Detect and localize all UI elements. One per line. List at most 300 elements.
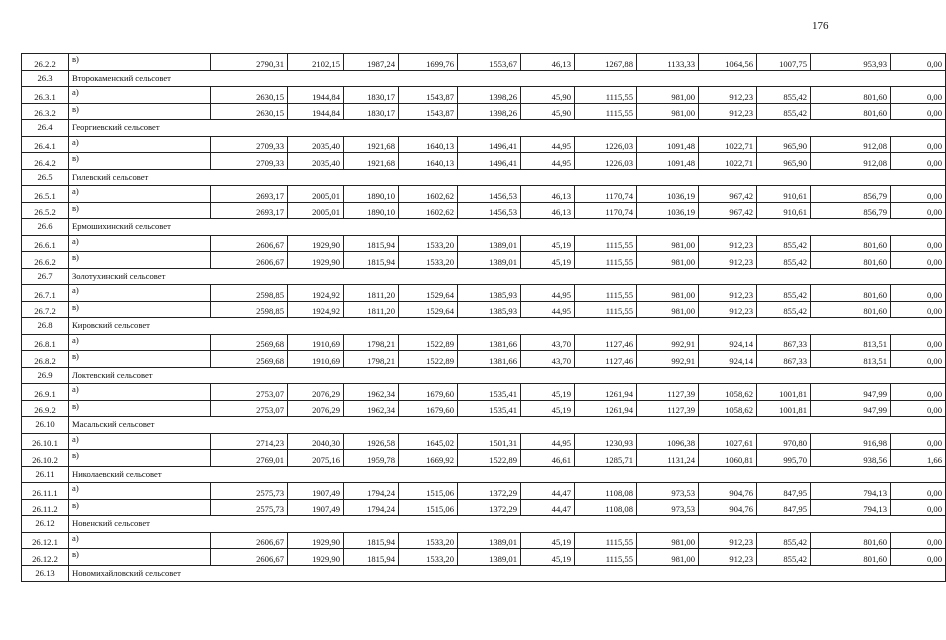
value-cell: 1921,68 — [344, 153, 399, 170]
row-label: а) — [69, 285, 211, 302]
row-code: 26.6.2 — [22, 252, 69, 269]
value-cell: 2606,67 — [211, 252, 288, 269]
value-cell: 1815,94 — [344, 549, 399, 566]
value-cell: 1115,55 — [575, 252, 637, 269]
value-cell: 1115,55 — [575, 87, 637, 104]
value-cell: 1944,84 — [288, 87, 344, 104]
value-cell: 1529,64 — [399, 285, 458, 302]
value-cell: 1226,03 — [575, 153, 637, 170]
value-cell: 1679,60 — [399, 400, 458, 417]
row-label: а) — [69, 483, 211, 500]
value-cell: 2035,40 — [288, 136, 344, 153]
value-cell: 1533,20 — [399, 235, 458, 252]
value-cell: 2040,30 — [288, 433, 344, 450]
value-cell: 1133,33 — [637, 54, 699, 71]
value-cell: 801,60 — [811, 549, 891, 566]
value-cell: 1830,17 — [344, 87, 399, 104]
value-cell: 1389,01 — [458, 252, 521, 269]
value-cell: 1533,20 — [399, 532, 458, 549]
value-cell: 847,95 — [757, 499, 811, 516]
value-cell: 1962,34 — [344, 400, 399, 417]
value-cell: 46,61 — [521, 450, 575, 467]
row-label: а) — [69, 186, 211, 203]
row-label: в) — [69, 202, 211, 219]
row-label: в) — [69, 153, 211, 170]
value-cell: 981,00 — [637, 87, 699, 104]
row-code: 26.9.2 — [22, 400, 69, 417]
value-cell: 855,42 — [757, 87, 811, 104]
table-row — [22, 252, 946, 269]
value-cell: 2630,15 — [211, 103, 288, 120]
value-cell: 992,91 — [637, 334, 699, 351]
value-cell: 2753,07 — [211, 400, 288, 417]
value-cell: 45,19 — [521, 549, 575, 566]
value-cell: 1115,55 — [575, 103, 637, 120]
value-cell: 867,33 — [757, 351, 811, 368]
section-row — [22, 219, 946, 236]
value-cell: 0,00 — [891, 103, 946, 120]
value-cell: 0,00 — [891, 351, 946, 368]
value-cell: 1543,87 — [399, 103, 458, 120]
value-cell: 1944,84 — [288, 103, 344, 120]
value-cell: 2630,15 — [211, 87, 288, 104]
table-row — [22, 235, 946, 252]
value-cell: 1096,38 — [637, 433, 699, 450]
value-cell: 0,00 — [891, 54, 946, 71]
row-code: 26.11.2 — [22, 499, 69, 516]
value-cell: 1456,53 — [458, 202, 521, 219]
value-cell: 44,47 — [521, 483, 575, 500]
table-row — [22, 499, 946, 516]
value-cell: 855,42 — [757, 235, 811, 252]
value-cell: 1226,03 — [575, 136, 637, 153]
value-cell: 1,66 — [891, 450, 946, 467]
value-cell: 981,00 — [637, 285, 699, 302]
value-cell: 813,51 — [811, 351, 891, 368]
value-cell: 2598,85 — [211, 285, 288, 302]
value-cell: 1522,89 — [399, 351, 458, 368]
value-cell: 1533,20 — [399, 549, 458, 566]
value-cell: 801,60 — [811, 532, 891, 549]
value-cell: 938,56 — [811, 450, 891, 467]
value-cell: 0,00 — [891, 301, 946, 318]
value-cell: 2753,07 — [211, 384, 288, 401]
value-cell: 0,00 — [891, 285, 946, 302]
value-cell: 1230,93 — [575, 433, 637, 450]
row-code: 26.9 — [22, 367, 69, 384]
value-cell: 2693,17 — [211, 186, 288, 203]
value-cell: 801,60 — [811, 103, 891, 120]
value-cell: 912,23 — [699, 301, 757, 318]
table-row — [22, 87, 946, 104]
value-cell: 1910,69 — [288, 351, 344, 368]
row-code: 26.4.1 — [22, 136, 69, 153]
value-cell: 2575,73 — [211, 483, 288, 500]
value-cell: 1602,62 — [399, 186, 458, 203]
value-cell: 1027,61 — [699, 433, 757, 450]
row-label: а) — [69, 235, 211, 252]
table-row — [22, 285, 946, 302]
value-cell: 965,90 — [757, 153, 811, 170]
row-code: 26.5.2 — [22, 202, 69, 219]
table-row — [22, 532, 946, 549]
row-label: а) — [69, 136, 211, 153]
value-cell: 45,19 — [521, 400, 575, 417]
section-title: Гилевский сельсовет — [69, 169, 946, 186]
row-code: 26.8.2 — [22, 351, 69, 368]
value-cell: 912,23 — [699, 285, 757, 302]
value-cell: 1060,81 — [699, 450, 757, 467]
value-cell: 910,61 — [757, 202, 811, 219]
value-cell: 904,76 — [699, 483, 757, 500]
value-cell: 1115,55 — [575, 235, 637, 252]
row-label: в) — [69, 499, 211, 516]
row-code: 26.8.1 — [22, 334, 69, 351]
value-cell: 1553,67 — [458, 54, 521, 71]
value-cell: 1108,08 — [575, 499, 637, 516]
row-label: в) — [69, 450, 211, 467]
value-cell: 1924,92 — [288, 301, 344, 318]
value-cell: 44,95 — [521, 301, 575, 318]
value-cell: 2075,16 — [288, 450, 344, 467]
value-cell: 44,95 — [521, 433, 575, 450]
value-cell: 1535,41 — [458, 400, 521, 417]
section-title: Золотухинский сельсовет — [69, 268, 946, 285]
row-label: в) — [69, 54, 211, 71]
row-code: 26.12 — [22, 516, 69, 533]
value-cell: 1381,66 — [458, 351, 521, 368]
row-code: 26.2.2 — [22, 54, 69, 71]
value-cell: 1543,87 — [399, 87, 458, 104]
table-row — [22, 450, 946, 467]
value-cell: 1385,93 — [458, 301, 521, 318]
value-cell: 45,19 — [521, 252, 575, 269]
value-cell: 0,00 — [891, 549, 946, 566]
value-cell: 2606,67 — [211, 549, 288, 566]
value-cell: 1398,26 — [458, 103, 521, 120]
table-row — [22, 400, 946, 417]
value-cell: 1127,46 — [575, 334, 637, 351]
value-cell: 2035,40 — [288, 153, 344, 170]
value-cell: 1496,41 — [458, 136, 521, 153]
value-cell: 1811,20 — [344, 301, 399, 318]
table-row — [22, 433, 946, 450]
value-cell: 855,42 — [757, 532, 811, 549]
value-cell: 912,23 — [699, 252, 757, 269]
section-row — [22, 268, 946, 285]
value-cell: 2569,68 — [211, 334, 288, 351]
value-cell: 2790,31 — [211, 54, 288, 71]
table-row — [22, 54, 946, 71]
section-row — [22, 367, 946, 384]
value-cell: 2569,68 — [211, 351, 288, 368]
value-cell: 1127,39 — [637, 384, 699, 401]
value-cell: 1007,75 — [757, 54, 811, 71]
value-cell: 1091,48 — [637, 153, 699, 170]
table-row — [22, 136, 946, 153]
value-cell: 910,61 — [757, 186, 811, 203]
value-cell: 1036,19 — [637, 186, 699, 203]
table-row — [22, 483, 946, 500]
row-label: а) — [69, 532, 211, 549]
value-cell: 981,00 — [637, 301, 699, 318]
value-cell: 912,08 — [811, 136, 891, 153]
value-cell: 0,00 — [891, 186, 946, 203]
value-cell: 1108,08 — [575, 483, 637, 500]
value-cell: 1385,93 — [458, 285, 521, 302]
value-cell: 1389,01 — [458, 532, 521, 549]
value-cell: 1815,94 — [344, 235, 399, 252]
section-title: Масальский сельсовет — [69, 417, 946, 434]
table-row — [22, 334, 946, 351]
value-cell: 1890,10 — [344, 202, 399, 219]
section-title: Новомихайловский сельсовет — [69, 565, 946, 582]
value-cell: 1794,24 — [344, 483, 399, 500]
value-cell: 1602,62 — [399, 202, 458, 219]
value-cell: 46,13 — [521, 186, 575, 203]
row-label: а) — [69, 87, 211, 104]
value-cell: 855,42 — [757, 285, 811, 302]
value-cell: 0,00 — [891, 153, 946, 170]
value-cell: 2005,01 — [288, 186, 344, 203]
row-code: 26.6.1 — [22, 235, 69, 252]
value-cell: 947,99 — [811, 400, 891, 417]
value-cell: 1522,89 — [458, 450, 521, 467]
value-cell: 1815,94 — [344, 252, 399, 269]
table-row — [22, 202, 946, 219]
value-cell: 916,98 — [811, 433, 891, 450]
value-cell: 1699,76 — [399, 54, 458, 71]
value-cell: 45,19 — [521, 384, 575, 401]
row-code: 26.4.2 — [22, 153, 69, 170]
value-cell: 967,42 — [699, 186, 757, 203]
value-cell: 801,60 — [811, 285, 891, 302]
value-cell: 947,99 — [811, 384, 891, 401]
section-title: Второкаменский сельсовет — [69, 70, 946, 87]
value-cell: 44,95 — [521, 285, 575, 302]
value-cell: 0,00 — [891, 499, 946, 516]
value-cell: 1170,74 — [575, 186, 637, 203]
value-cell: 1091,48 — [637, 136, 699, 153]
value-cell: 981,00 — [637, 549, 699, 566]
value-cell: 855,42 — [757, 252, 811, 269]
row-code: 26.6 — [22, 219, 69, 236]
value-cell: 794,13 — [811, 483, 891, 500]
value-cell: 2709,33 — [211, 136, 288, 153]
value-cell: 1522,89 — [399, 334, 458, 351]
row-label: а) — [69, 334, 211, 351]
value-cell: 2076,29 — [288, 384, 344, 401]
page-number: 176 — [812, 20, 829, 32]
value-cell: 856,79 — [811, 202, 891, 219]
row-code: 26.7 — [22, 268, 69, 285]
section-title: Кировский сельсовет — [69, 318, 946, 335]
value-cell: 0,00 — [891, 483, 946, 500]
value-cell: 1924,92 — [288, 285, 344, 302]
value-cell: 1962,34 — [344, 384, 399, 401]
value-cell: 856,79 — [811, 186, 891, 203]
value-cell: 2714,23 — [211, 433, 288, 450]
row-label: в) — [69, 103, 211, 120]
value-cell: 1127,39 — [637, 400, 699, 417]
value-cell: 1456,53 — [458, 186, 521, 203]
value-cell: 45,90 — [521, 103, 575, 120]
section-row — [22, 417, 946, 434]
value-cell: 1987,24 — [344, 54, 399, 71]
value-cell: 794,13 — [811, 499, 891, 516]
value-cell: 847,95 — [757, 483, 811, 500]
value-cell: 1929,90 — [288, 549, 344, 566]
value-cell: 967,42 — [699, 202, 757, 219]
value-cell: 867,33 — [757, 334, 811, 351]
value-cell: 1669,92 — [399, 450, 458, 467]
value-cell: 1058,62 — [699, 384, 757, 401]
value-cell: 1794,24 — [344, 499, 399, 516]
value-cell: 2598,85 — [211, 301, 288, 318]
section-row — [22, 565, 946, 582]
value-cell: 1640,13 — [399, 136, 458, 153]
value-cell: 1389,01 — [458, 549, 521, 566]
value-cell: 0,00 — [891, 136, 946, 153]
value-cell: 1372,29 — [458, 483, 521, 500]
value-cell: 2693,17 — [211, 202, 288, 219]
value-cell: 1815,94 — [344, 532, 399, 549]
section-row — [22, 120, 946, 137]
value-cell: 1501,31 — [458, 433, 521, 450]
value-cell: 801,60 — [811, 252, 891, 269]
row-code: 26.5.1 — [22, 186, 69, 203]
value-cell: 1022,71 — [699, 153, 757, 170]
value-cell: 2575,73 — [211, 499, 288, 516]
value-cell: 1679,60 — [399, 384, 458, 401]
value-cell: 981,00 — [637, 532, 699, 549]
value-cell: 1929,90 — [288, 252, 344, 269]
value-cell: 973,53 — [637, 483, 699, 500]
value-cell: 1640,13 — [399, 153, 458, 170]
row-label: в) — [69, 301, 211, 318]
value-cell: 0,00 — [891, 252, 946, 269]
value-cell: 801,60 — [811, 301, 891, 318]
row-code: 26.4 — [22, 120, 69, 137]
value-cell: 1529,64 — [399, 301, 458, 318]
value-cell: 981,00 — [637, 252, 699, 269]
row-code: 26.7.2 — [22, 301, 69, 318]
value-cell: 44,47 — [521, 499, 575, 516]
value-cell: 43,70 — [521, 334, 575, 351]
row-code: 26.3.1 — [22, 87, 69, 104]
row-label: в) — [69, 400, 211, 417]
value-cell: 1115,55 — [575, 301, 637, 318]
value-cell: 912,08 — [811, 153, 891, 170]
row-label: а) — [69, 384, 211, 401]
value-cell: 1921,68 — [344, 136, 399, 153]
section-row — [22, 169, 946, 186]
value-cell: 1907,49 — [288, 483, 344, 500]
value-cell: 1036,19 — [637, 202, 699, 219]
value-cell: 855,42 — [757, 301, 811, 318]
section-title: Локтевский сельсовет — [69, 367, 946, 384]
row-label: в) — [69, 351, 211, 368]
value-cell: 855,42 — [757, 103, 811, 120]
section-row — [22, 318, 946, 335]
value-cell: 1022,71 — [699, 136, 757, 153]
table-row — [22, 384, 946, 401]
value-cell: 1261,94 — [575, 400, 637, 417]
value-cell: 992,91 — [637, 351, 699, 368]
value-cell: 1115,55 — [575, 549, 637, 566]
value-cell: 1001,81 — [757, 384, 811, 401]
value-cell: 0,00 — [891, 384, 946, 401]
value-cell: 855,42 — [757, 549, 811, 566]
section-row — [22, 466, 946, 483]
value-cell: 995,70 — [757, 450, 811, 467]
value-cell: 1533,20 — [399, 252, 458, 269]
section-row — [22, 516, 946, 533]
value-cell: 1064,56 — [699, 54, 757, 71]
value-cell: 0,00 — [891, 235, 946, 252]
row-code: 26.7.1 — [22, 285, 69, 302]
value-cell: 1926,58 — [344, 433, 399, 450]
value-cell: 46,13 — [521, 54, 575, 71]
row-code: 26.10.2 — [22, 450, 69, 467]
value-cell: 1127,46 — [575, 351, 637, 368]
value-cell: 1267,88 — [575, 54, 637, 71]
value-cell: 0,00 — [891, 400, 946, 417]
row-label: в) — [69, 549, 211, 566]
value-cell: 1372,29 — [458, 499, 521, 516]
value-cell: 924,14 — [699, 351, 757, 368]
value-cell: 0,00 — [891, 433, 946, 450]
value-cell: 813,51 — [811, 334, 891, 351]
value-cell: 924,14 — [699, 334, 757, 351]
value-cell: 43,70 — [521, 351, 575, 368]
section-title: Николаевский сельсовет — [69, 466, 946, 483]
row-code: 26.13 — [22, 565, 69, 582]
section-title: Ермошихинский сельсовет — [69, 219, 946, 236]
value-cell: 1115,55 — [575, 532, 637, 549]
value-cell: 2005,01 — [288, 202, 344, 219]
row-label: а) — [69, 433, 211, 450]
value-cell: 2606,67 — [211, 235, 288, 252]
value-cell: 1811,20 — [344, 285, 399, 302]
value-cell: 2102,15 — [288, 54, 344, 71]
value-cell: 2709,33 — [211, 153, 288, 170]
value-cell: 45,19 — [521, 532, 575, 549]
section-row — [22, 70, 946, 87]
value-cell: 1798,21 — [344, 334, 399, 351]
value-cell: 1535,41 — [458, 384, 521, 401]
value-cell: 1381,66 — [458, 334, 521, 351]
row-code: 26.12.2 — [22, 549, 69, 566]
value-cell: 912,23 — [699, 532, 757, 549]
row-code: 26.12.1 — [22, 532, 69, 549]
value-cell: 801,60 — [811, 87, 891, 104]
value-cell: 953,93 — [811, 54, 891, 71]
table-row — [22, 351, 946, 368]
value-cell: 965,90 — [757, 136, 811, 153]
table-row — [22, 549, 946, 566]
value-cell: 2076,29 — [288, 400, 344, 417]
table-body — [22, 54, 946, 582]
value-cell: 1907,49 — [288, 499, 344, 516]
value-cell: 44,95 — [521, 153, 575, 170]
value-cell: 970,80 — [757, 433, 811, 450]
value-cell: 1115,55 — [575, 285, 637, 302]
row-code: 26.8 — [22, 318, 69, 335]
table-row — [22, 153, 946, 170]
value-cell: 1929,90 — [288, 235, 344, 252]
value-cell: 912,23 — [699, 235, 757, 252]
